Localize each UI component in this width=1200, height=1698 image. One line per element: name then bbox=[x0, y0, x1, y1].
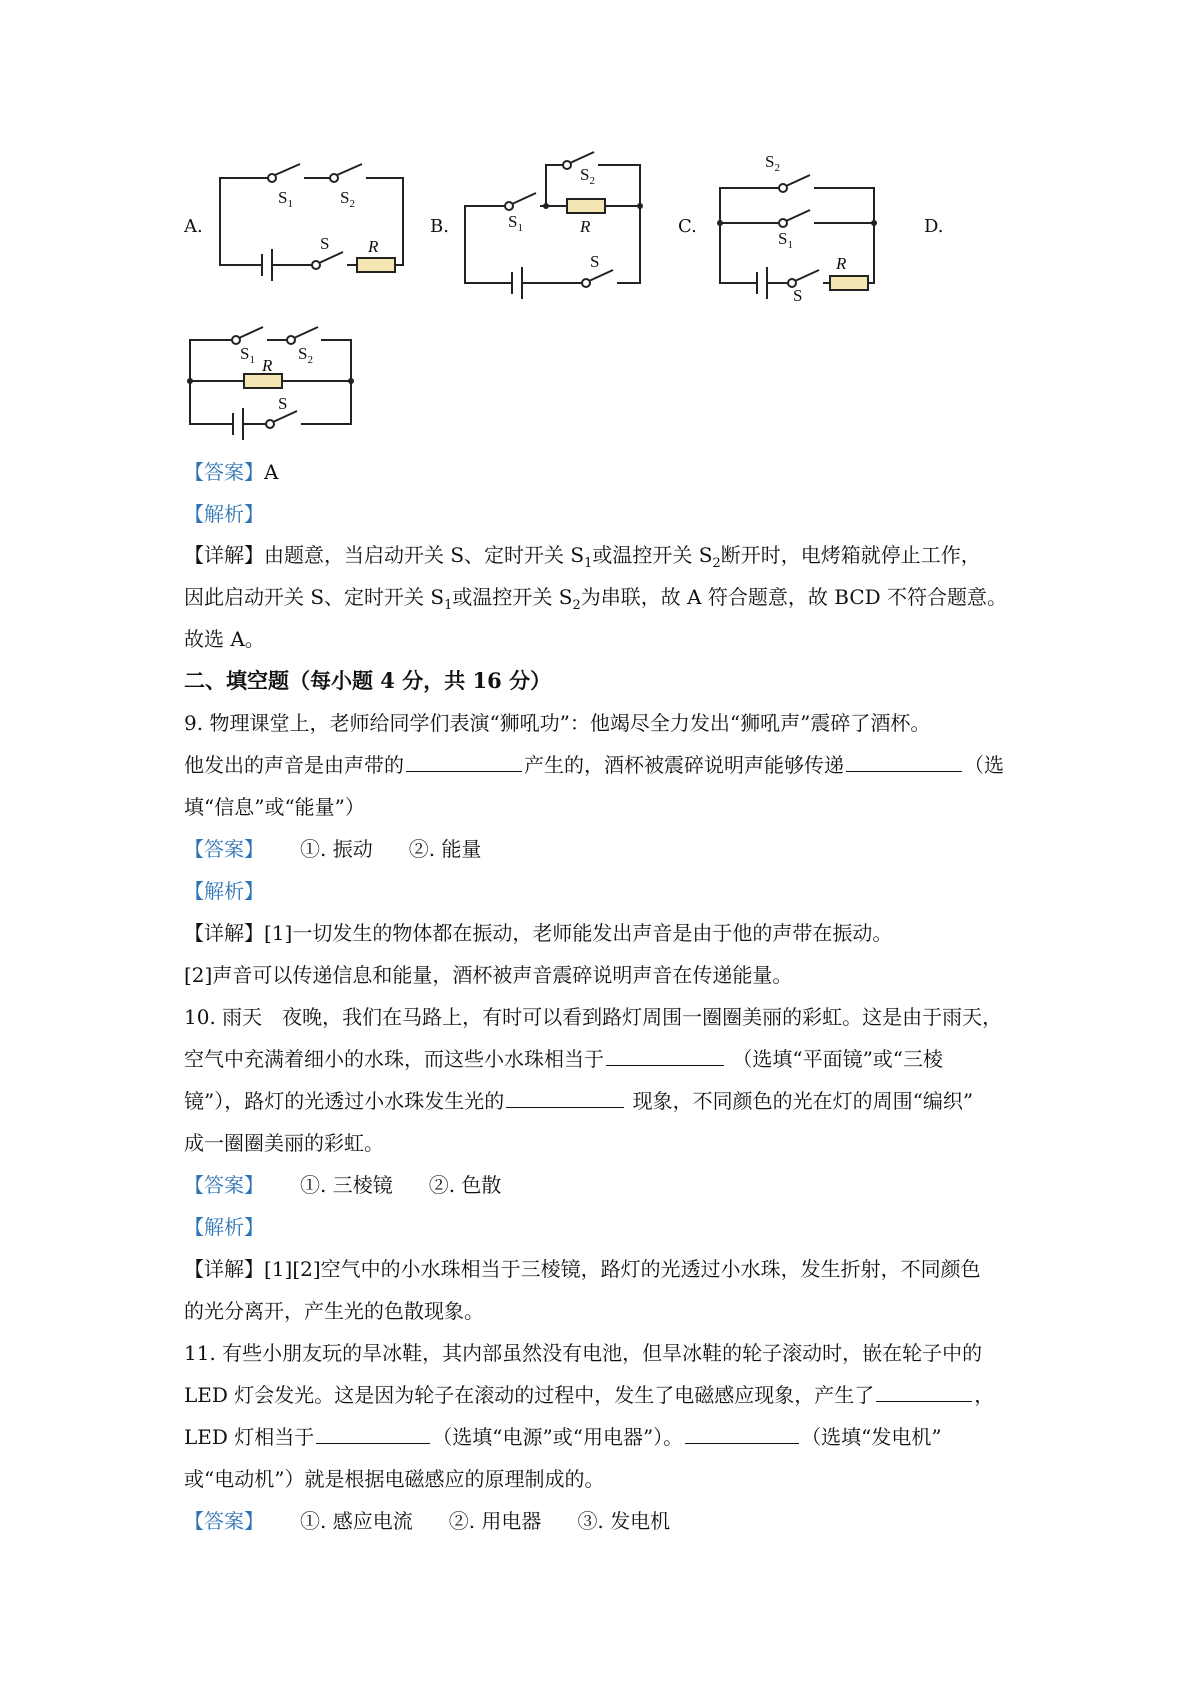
option-a-label: A. bbox=[184, 216, 203, 237]
q10-blank-2 bbox=[506, 1087, 624, 1108]
circuit-c bbox=[720, 175, 874, 299]
svg-text:S: S bbox=[590, 252, 600, 271]
q11-answer: 【答案】 ①. 感应电流 ②. 用电器 ③. 发电机 bbox=[184, 1509, 671, 1533]
q9-blank-1 bbox=[406, 751, 522, 772]
option-d-label: D. bbox=[924, 216, 944, 237]
svg-text:R: R bbox=[368, 237, 379, 256]
q10-analysis-tag: 【解析】 bbox=[184, 1215, 264, 1239]
svg-text:S: S bbox=[278, 394, 288, 413]
q11-blank-3 bbox=[685, 1423, 799, 1444]
svg-text:R: R bbox=[580, 217, 591, 236]
q8-detail-line2: 因此启动开关 S、定时开关 $S_1$或温控开关 $S_2$为串联，故 A 符合题意，故 BCD 不符合题意。 bbox=[184, 585, 1008, 613]
q9-line3: 填“信息”或“能量”） bbox=[184, 795, 365, 819]
q9-line2: 他发出的声音是由声带的 产生的，酒杯被震碎说明声能够传递 （选 bbox=[184, 753, 1004, 777]
q8-answer: 【答案】A bbox=[184, 460, 279, 484]
q11-line2: LED 灯会发光。这是因为轮子在滚动的过程中，发生了电磁感应现象，产生了 ， bbox=[184, 1383, 995, 1407]
svg-text:S2: $S_2$ bbox=[580, 165, 595, 187]
q10-blank-1 bbox=[606, 1045, 724, 1066]
svg-text:S2: $S_2$ bbox=[298, 344, 313, 366]
section-heading: 二、填空题（每小题 4 分，共 16 分） bbox=[184, 668, 552, 693]
q11-line3: LED 灯相当于 （选填“电源”或“用电器”）。 （选填“发电机” bbox=[184, 1425, 942, 1449]
q9-analysis-tag: 【解析】 bbox=[184, 879, 264, 903]
q8-detail-line3: 故选 A。 bbox=[184, 627, 265, 651]
q10-answer: 【答案】 ①. 三棱镜 ②. 色散 bbox=[184, 1173, 502, 1197]
q10-detail-line2: 的光分离开，产生光的色散现象。 bbox=[184, 1299, 484, 1323]
circuit-d bbox=[190, 327, 351, 440]
circuit-diagrams bbox=[0, 0, 1200, 440]
circuit-b bbox=[465, 152, 640, 299]
q11-blank-1 bbox=[876, 1381, 972, 1402]
q9-detail-line2: [2]声音可以传递信息和能量，酒杯被声音震碎说明声音在传递能量。 bbox=[184, 963, 793, 987]
q10-line1: 10. 雨天 夜晚，我们在马路上，有时可以看到路灯周围一圈圈美丽的彩虹。这是由于雨天， bbox=[184, 1005, 1003, 1029]
q11-line4: 或“电动机”）就是根据电磁感应的原理制成的。 bbox=[184, 1467, 605, 1491]
q9-detail-line1: 【详解】[1]一切发生的物体都在振动，老师能发出声音是由于他的声带在振动。 bbox=[184, 921, 893, 945]
q9-line1: 9. 物理课堂上，老师给同学们表演“狮吼功”：他竭尽全力发出“狮吼声”震碎了酒杯。 bbox=[184, 711, 931, 735]
q10-line3: 镜”），路灯的光透过小水珠发生光的 现象，不同颜色的光在灯的周围“编织” bbox=[184, 1089, 974, 1113]
svg-text:S1: $S_1$ bbox=[778, 229, 793, 251]
svg-text:S: S bbox=[320, 234, 330, 253]
svg-text:S: S bbox=[793, 286, 803, 305]
q10-line4: 成一圈圈美丽的彩虹。 bbox=[184, 1131, 384, 1155]
circuit-a bbox=[220, 164, 403, 281]
svg-text:R: R bbox=[836, 254, 847, 273]
q8-detail-line1: 【详解】由题意，当启动开关 S、定时开关 $S_1$或温控开关 $S_2$断开时，电烤箱就停止工作， bbox=[184, 543, 981, 571]
option-c-label: C. bbox=[678, 216, 697, 237]
svg-text:S1: $S_1$ bbox=[508, 212, 523, 234]
q10-detail-line1: 【详解】[1][2]空气中的小水珠相当于三棱镜，路灯的光透过小水珠，发生折射，不同颜色 bbox=[184, 1257, 981, 1281]
svg-text:S2: $S_2$ bbox=[765, 152, 780, 174]
q8-analysis-tag: 【解析】 bbox=[184, 502, 264, 526]
svg-text:R: R bbox=[262, 356, 273, 375]
q11-blank-2 bbox=[316, 1423, 430, 1444]
svg-text:S1: $S_1$ bbox=[240, 344, 255, 366]
q9-blank-2 bbox=[846, 751, 962, 772]
q9-answer: 【答案】 ①. 振动 ②. 能量 bbox=[184, 837, 482, 861]
q10-line2: 空气中充满着细小的水珠，而这些小水珠相当于 （选填“平面镜”或“三棱 bbox=[184, 1047, 944, 1071]
svg-text:S2: $S_2$ bbox=[340, 188, 355, 210]
option-b-label: B. bbox=[430, 216, 449, 237]
svg-text:S1: $S_1$ bbox=[278, 188, 293, 210]
q11-line1: 11. 有些小朋友玩的旱冰鞋，其内部虽然没有电池，但旱冰鞋的轮子滚动时，嵌在轮子中的 bbox=[184, 1341, 983, 1365]
